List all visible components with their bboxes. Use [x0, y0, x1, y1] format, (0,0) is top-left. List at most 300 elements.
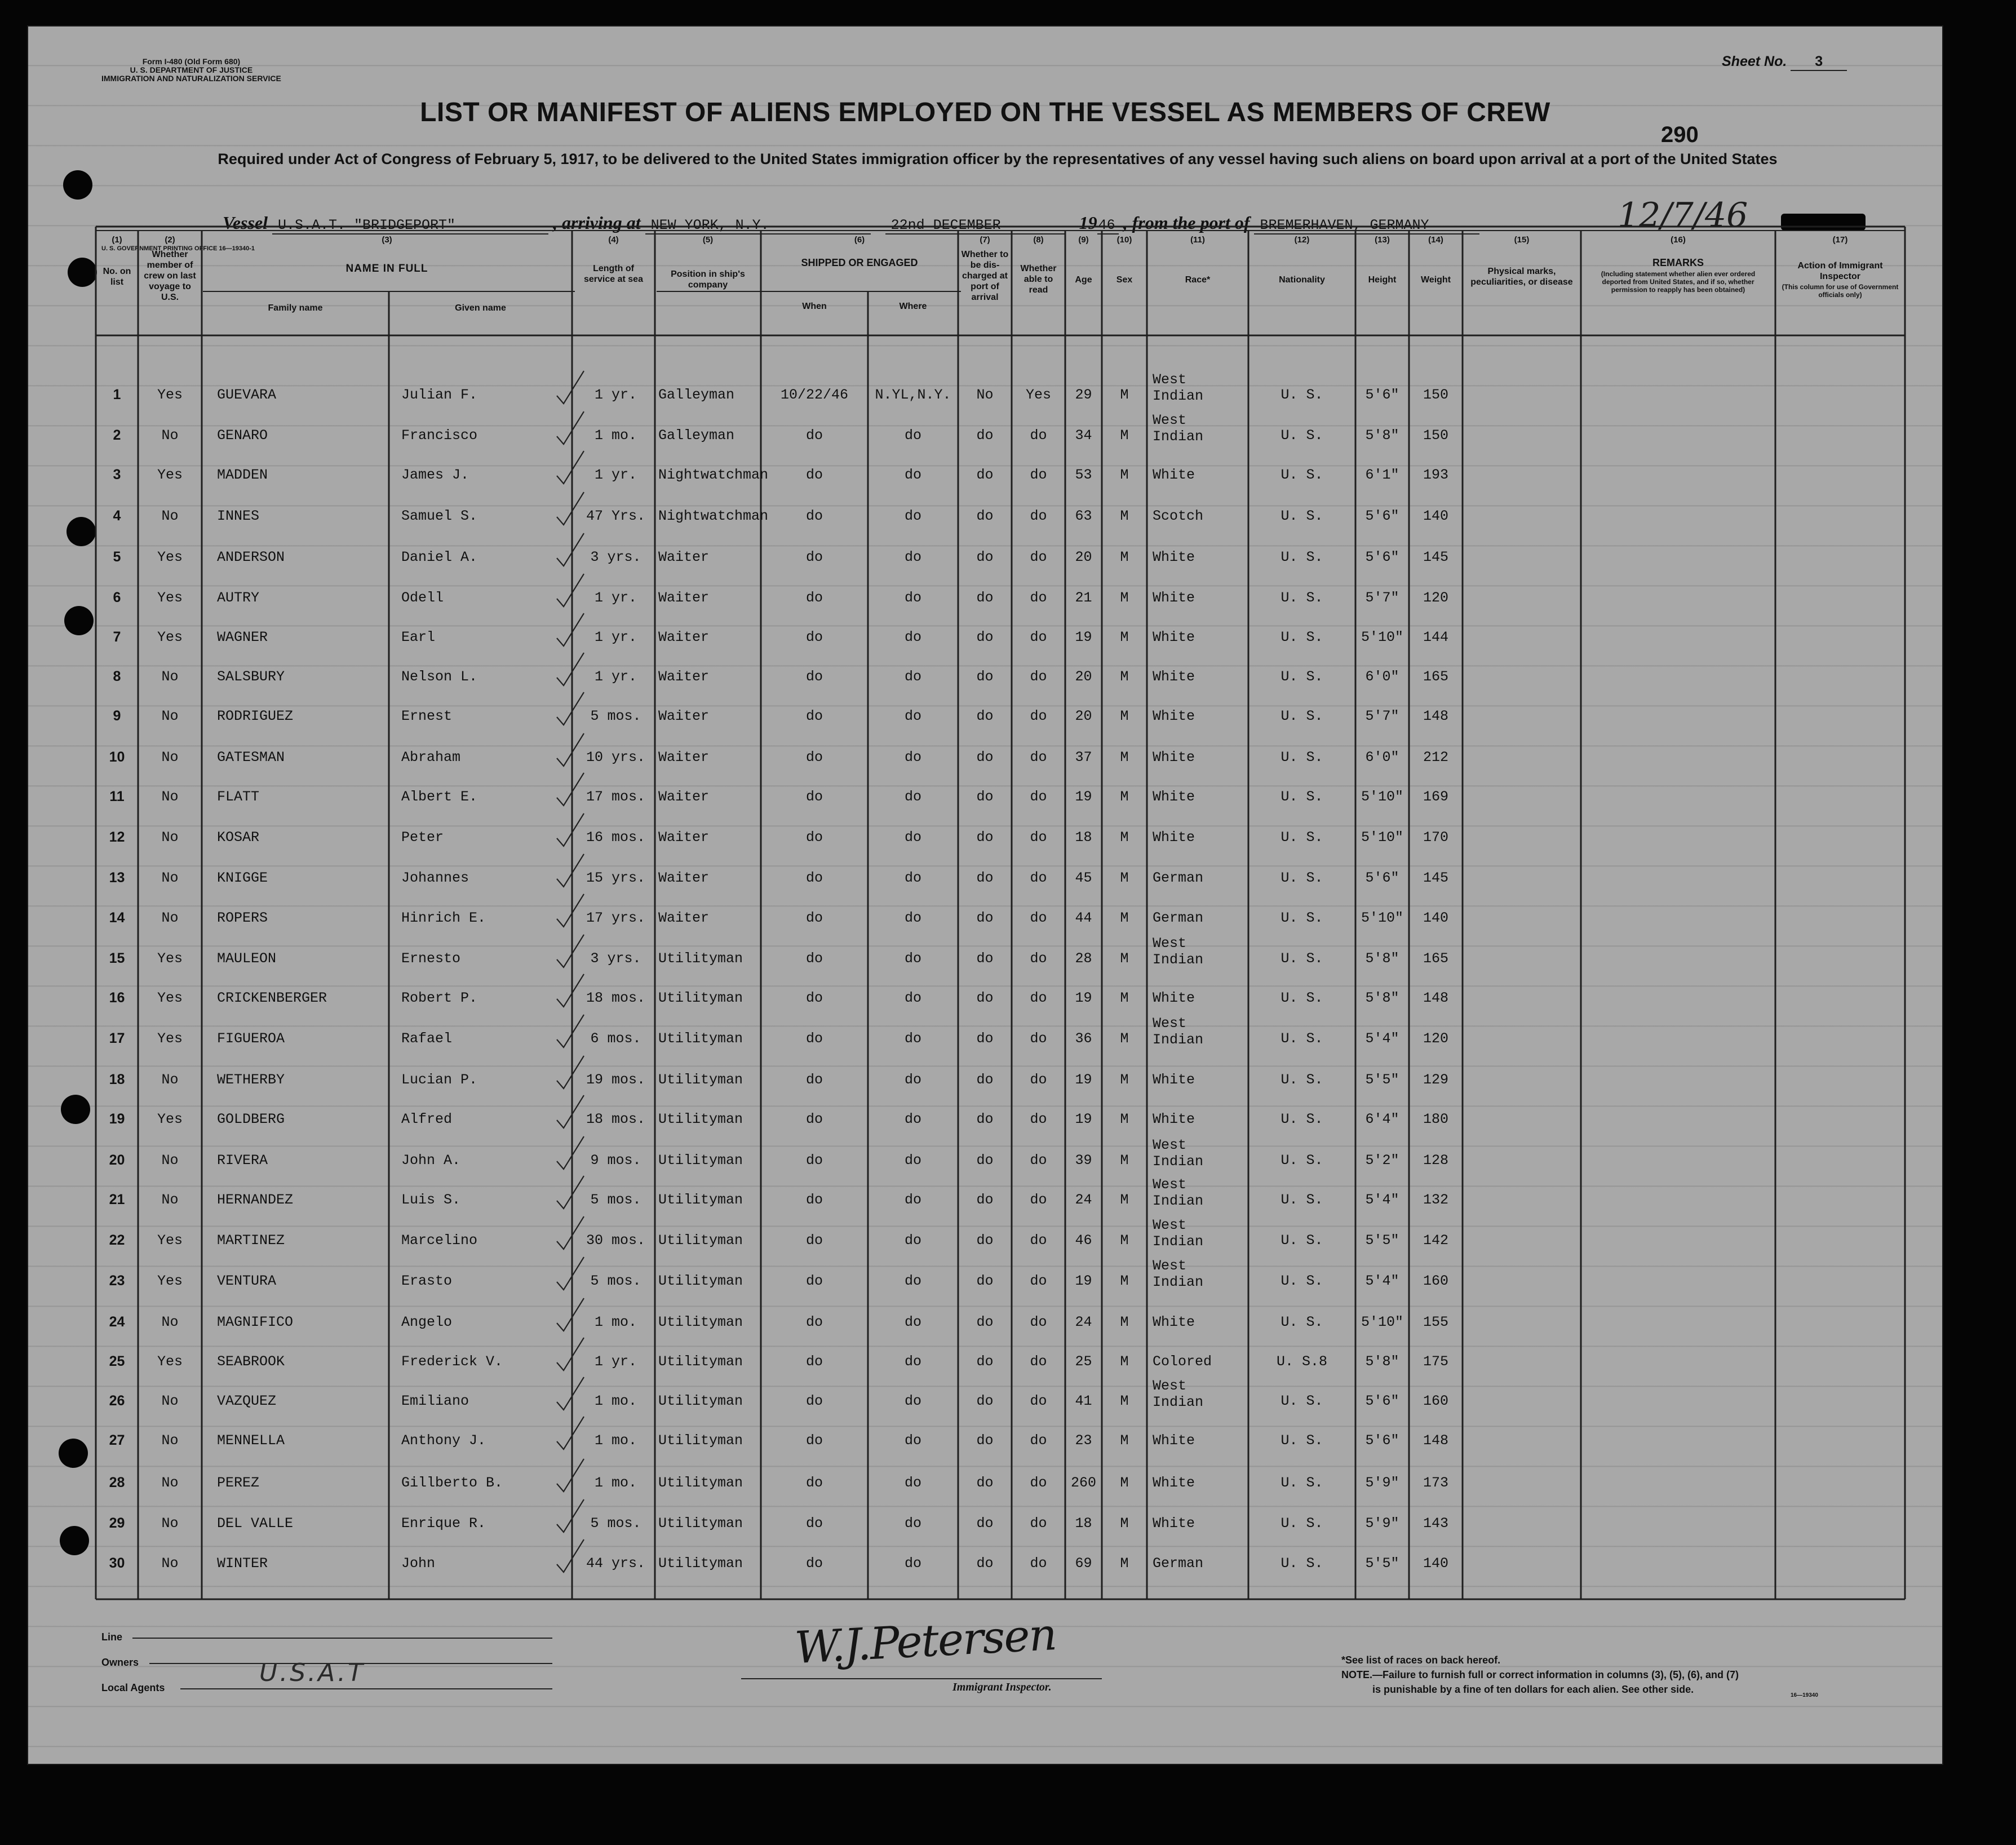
length-of-service: 1 mo.	[594, 1475, 637, 1491]
shipped-where: do	[904, 508, 921, 524]
age: 37	[1075, 749, 1092, 766]
position: Waiter	[658, 708, 710, 724]
from-port-label: , from the port of	[1123, 213, 1250, 233]
races-note: *See list of races on back hereof.	[1341, 1654, 1501, 1666]
weight: 142	[1423, 1232, 1448, 1249]
crew-last-voyage: Yes	[157, 629, 183, 645]
position: Waiter	[658, 549, 710, 565]
page-title: LIST OR MANIFEST OF ALIENS EMPLOYED ON THE VESSEL AS MEMBERS OF CREW	[420, 98, 1550, 127]
sex: M	[1120, 1030, 1129, 1047]
sex: M	[1120, 1353, 1129, 1370]
height: 5'7"	[1365, 590, 1399, 606]
family-name: RODRIGUEZ	[217, 708, 294, 724]
able-to-read: do	[1030, 749, 1047, 766]
sex: M	[1120, 1111, 1129, 1127]
line-label: Line	[101, 1631, 123, 1643]
crew-last-voyage: No	[161, 1192, 179, 1208]
header-given-name: Given name	[455, 303, 506, 313]
race: White	[1153, 749, 1195, 766]
punch-hole	[59, 1439, 88, 1468]
check-mark-icon	[552, 931, 586, 971]
position: Utilityman	[658, 990, 743, 1006]
punch-hole	[68, 258, 97, 287]
family-name: WAGNER	[217, 629, 268, 645]
header-name-in-full: NAME IN FULL	[345, 263, 428, 275]
sex: M	[1120, 950, 1129, 967]
race: Scotch	[1153, 508, 1204, 524]
shipped-when: do	[805, 749, 823, 766]
sex: M	[1120, 708, 1129, 724]
nationality: U. S.	[1281, 1393, 1323, 1409]
shipped-where: do	[904, 590, 921, 606]
length-of-service: 1 mo.	[594, 1432, 637, 1449]
able-to-read: do	[1030, 1475, 1047, 1491]
handwritten-date: 12/7/46	[1618, 196, 1748, 235]
weight: 120	[1423, 590, 1448, 606]
nationality: U. S.	[1281, 870, 1323, 886]
race: White	[1153, 708, 1195, 724]
position: Waiter	[658, 590, 710, 606]
shipped-where: do	[904, 1475, 921, 1491]
row-number: 28	[109, 1475, 125, 1490]
shipped-when: do	[805, 590, 823, 606]
weight: 144	[1423, 629, 1448, 645]
position: Utilityman	[658, 1192, 743, 1208]
able-to-read: do	[1030, 1192, 1047, 1208]
crew-last-voyage: Yes	[157, 1030, 183, 1047]
race: West Indian	[1153, 1176, 1204, 1209]
weight: 160	[1423, 1393, 1448, 1409]
nationality: U. S.	[1281, 467, 1323, 483]
family-name: PEREZ	[217, 1475, 260, 1491]
shipped-where: do	[904, 1030, 921, 1047]
height: 5'2"	[1365, 1152, 1399, 1169]
nationality: U. S.	[1281, 629, 1323, 645]
check-mark-icon	[552, 1496, 586, 1536]
crew-last-voyage: No	[161, 1555, 179, 1572]
check-mark-icon	[552, 1011, 586, 1051]
discharged: do	[976, 1475, 994, 1491]
age: 24	[1075, 1314, 1092, 1330]
weight: 175	[1423, 1353, 1448, 1370]
column-number: (15)	[1514, 235, 1530, 245]
position: Utilityman	[658, 1515, 743, 1532]
sex: M	[1120, 749, 1129, 766]
given-name: Julian F.	[401, 387, 478, 403]
age: 20	[1075, 708, 1092, 724]
row-number: 17	[109, 1030, 125, 1046]
race: West Indian	[1153, 1258, 1204, 1290]
length-of-service: 5 mos.	[590, 708, 641, 724]
sex: M	[1120, 1232, 1129, 1249]
shipped-when: do	[805, 1192, 823, 1208]
able-to-read: do	[1030, 789, 1047, 805]
age: 19	[1075, 629, 1092, 645]
shipped-when: do	[805, 1152, 823, 1169]
discharged: do	[976, 590, 994, 606]
header-action: Action of Immigrant Inspector	[1797, 261, 1883, 281]
family-name: DEL VALLE	[217, 1515, 294, 1532]
shipped-when: do	[805, 629, 823, 645]
column-number: (13)	[1375, 235, 1390, 245]
sex: M	[1120, 467, 1129, 483]
position: Utilityman	[658, 1111, 743, 1127]
able-to-read: do	[1030, 1111, 1047, 1127]
row-number: 3	[113, 467, 121, 483]
header-crew-last-voyage: Whether member of crew on last voyage to U.S.	[144, 250, 196, 302]
length-of-service: 3 yrs.	[590, 549, 641, 565]
shipped-when: do	[805, 508, 823, 524]
age: 24	[1075, 1192, 1092, 1208]
length-of-service: 18 mos.	[586, 1111, 646, 1127]
footer-notes	[1341, 1653, 1739, 1697]
age: 46	[1075, 1232, 1092, 1249]
sex: M	[1120, 1152, 1129, 1169]
given-name: Peter	[401, 829, 444, 846]
age: 19	[1075, 990, 1092, 1006]
discharged: do	[976, 1111, 994, 1127]
shipped-when: do	[805, 708, 823, 724]
shipped-where: do	[904, 669, 921, 685]
crew-last-voyage: No	[161, 1152, 179, 1169]
column-number: (3)	[382, 235, 392, 245]
punch-hole	[64, 606, 94, 635]
check-mark-icon	[552, 810, 586, 850]
weight: 140	[1423, 508, 1448, 524]
weight: 155	[1423, 1314, 1448, 1330]
given-name: Robert P.	[401, 990, 478, 1006]
shipped-where: do	[904, 1353, 921, 1370]
weight: 140	[1423, 1555, 1448, 1572]
sex: M	[1120, 629, 1129, 645]
nationality: U. S.	[1281, 1072, 1323, 1088]
height: 5'9"	[1365, 1475, 1399, 1491]
local-agents-field	[180, 1688, 552, 1689]
crew-last-voyage: No	[161, 789, 179, 805]
header-remarks: REMARKS	[1652, 257, 1704, 268]
row-number: 9	[113, 708, 121, 724]
age: 63	[1075, 508, 1092, 524]
shipped-where: do	[904, 1152, 921, 1169]
crew-last-voyage: No	[161, 1072, 179, 1088]
crew-last-voyage: Yes	[157, 549, 183, 565]
position: Utilityman	[658, 1273, 743, 1289]
check-mark-icon	[552, 1334, 586, 1374]
header-length-service: Length of service at sea	[584, 264, 643, 284]
nationality: U. S.	[1281, 1475, 1323, 1491]
position: Utilityman	[658, 1152, 743, 1169]
nationality: U. S.	[1281, 1555, 1323, 1572]
weight: 193	[1423, 467, 1448, 483]
family-name: ROPERS	[217, 910, 268, 926]
discharged: do	[976, 1273, 994, 1289]
shipped-when: do	[805, 549, 823, 565]
discharged: do	[976, 1152, 994, 1169]
able-to-read: do	[1030, 427, 1047, 444]
row-number: 15	[109, 950, 125, 966]
family-name: INNES	[217, 508, 260, 524]
race: West Indian	[1153, 412, 1204, 445]
shipped-when: do	[805, 1475, 823, 1491]
column-number: (10)	[1116, 235, 1132, 245]
header-shipped-or-engaged: SHIPPED OR ENGAGED	[801, 257, 918, 268]
row-number: 5	[113, 549, 121, 565]
check-mark-icon	[552, 769, 586, 809]
given-name: Earl	[401, 629, 436, 645]
height: 5'10"	[1361, 910, 1403, 926]
sex: M	[1120, 427, 1129, 444]
age: 18	[1075, 1515, 1092, 1532]
length-of-service: 9 mos.	[590, 1152, 641, 1169]
age: 20	[1075, 669, 1092, 685]
nationality: U. S.	[1281, 789, 1323, 805]
nationality: U. S.	[1281, 990, 1323, 1006]
shipped-when: do	[805, 467, 823, 483]
height: 5'4"	[1365, 1192, 1399, 1208]
height: 5'8"	[1365, 990, 1399, 1006]
row-number: 14	[109, 910, 125, 926]
shipped-when: do	[805, 789, 823, 805]
weight: 169	[1423, 789, 1448, 805]
race: West Indian	[1153, 935, 1204, 968]
race: White	[1153, 829, 1195, 846]
length-of-service: 18 mos.	[586, 990, 646, 1006]
race: West Indian	[1153, 1217, 1204, 1250]
length-of-service: 1 yr.	[594, 590, 637, 606]
row-number: 23	[109, 1273, 125, 1289]
shipped-where: do	[904, 708, 921, 724]
sheet-number-field	[1722, 54, 1847, 71]
nationality: U. S.	[1281, 590, 1323, 606]
check-mark-icon	[552, 1254, 586, 1293]
header-remarks-note: (Including statement whether alien ever ordered deported from United States, and if so, whether permission to reapply has been obtained)	[1601, 270, 1756, 294]
crew-last-voyage: No	[161, 708, 179, 724]
length-of-service: 1 mo.	[594, 1314, 637, 1330]
height: 5'6"	[1365, 549, 1399, 565]
discharged: do	[976, 870, 994, 886]
shipped-when: do	[805, 1030, 823, 1047]
column-number: (2)	[165, 235, 175, 245]
discharged: do	[976, 549, 994, 565]
nationality: U. S.	[1281, 387, 1323, 403]
crew-last-voyage: No	[161, 669, 179, 685]
crew-last-voyage: Yes	[157, 1273, 183, 1289]
discharged: do	[976, 1072, 994, 1088]
weight: 180	[1423, 1111, 1448, 1127]
page-subtitle: Required under Act of Congress of February 5, 1917, to be delivered to the United States immigration officer by the representatives of any vessel having such aliens on board upon arrival at a port of the United States	[218, 151, 1778, 167]
height: 5'6"	[1365, 1432, 1399, 1449]
given-name: Frederick V.	[401, 1353, 503, 1370]
age: 36	[1075, 1030, 1092, 1047]
nationality: U. S.	[1281, 1273, 1323, 1289]
position: Utilityman	[658, 1393, 743, 1409]
shipped-where: do	[904, 910, 921, 926]
column-number: (11)	[1190, 235, 1205, 245]
sex: M	[1120, 1273, 1129, 1289]
race: West Indian	[1153, 1137, 1204, 1170]
shipped-when: do	[805, 1232, 823, 1249]
weight: 148	[1423, 1432, 1448, 1449]
line-field	[132, 1638, 552, 1639]
weight: 148	[1423, 708, 1448, 724]
check-mark-icon	[552, 489, 586, 528]
nationality: U. S.	[1281, 1111, 1323, 1127]
length-of-service: 1 yr.	[594, 1353, 637, 1370]
height: 5'5"	[1365, 1232, 1399, 1249]
check-mark-icon	[552, 448, 586, 487]
family-name: RIVERA	[217, 1152, 268, 1169]
row-number: 1	[113, 387, 121, 402]
race: West Indian	[1153, 1378, 1204, 1410]
able-to-read: do	[1030, 1030, 1047, 1047]
family-name: ANDERSON	[217, 549, 285, 565]
height: 5'7"	[1365, 708, 1399, 724]
discharged: do	[976, 789, 994, 805]
crew-last-voyage: No	[161, 1393, 179, 1409]
punch-hole	[67, 517, 96, 546]
sex: M	[1120, 387, 1129, 403]
punch-hole	[60, 1526, 89, 1555]
shipped-where: do	[904, 1432, 921, 1449]
length-of-service: 15 yrs.	[586, 870, 646, 886]
column-number: (9)	[1078, 235, 1089, 245]
shipped-when: do	[805, 870, 823, 886]
check-mark-icon	[552, 891, 586, 930]
redaction-mark	[1781, 214, 1866, 231]
check-mark-icon	[552, 1213, 586, 1253]
punch-hole	[63, 170, 92, 200]
family-name: MENNELLA	[217, 1432, 285, 1449]
weight: 148	[1423, 990, 1448, 1006]
crew-last-voyage: No	[161, 1432, 179, 1449]
nationality: U. S.	[1281, 910, 1323, 926]
shipped-when: do	[805, 427, 823, 444]
shipped-where: do	[904, 1072, 921, 1088]
position: Waiter	[658, 669, 710, 685]
position: Galleyman	[658, 387, 735, 403]
nationality: U. S.	[1281, 669, 1323, 685]
check-mark-icon	[552, 1413, 586, 1453]
discharged: do	[976, 829, 994, 846]
sex: M	[1120, 669, 1129, 685]
crew-last-voyage: No	[161, 910, 179, 926]
able-to-read: do	[1030, 1232, 1047, 1249]
nationality: U. S.	[1281, 708, 1323, 724]
sex: M	[1120, 829, 1129, 846]
discharged: No	[976, 387, 994, 403]
position: Waiter	[658, 870, 710, 886]
service-name: IMMIGRATION AND NATURALIZATION SERVICE	[101, 74, 281, 83]
race: White	[1153, 1475, 1195, 1491]
penalty-note: NOTE.—Failure to furnish full or correct information in columns (3), (5), (6), and (7)	[1341, 1669, 1739, 1680]
age: 18	[1075, 829, 1092, 846]
discharged: do	[976, 1432, 994, 1449]
discharged: do	[976, 1232, 994, 1249]
able-to-read: do	[1030, 1152, 1047, 1169]
shipped-when: do	[805, 829, 823, 846]
position: Waiter	[658, 829, 710, 846]
crew-last-voyage: Yes	[157, 1232, 183, 1249]
weight: 173	[1423, 1475, 1448, 1491]
weight: 132	[1423, 1192, 1448, 1208]
crew-last-voyage: Yes	[157, 590, 183, 606]
nationality: U. S.	[1281, 1192, 1323, 1208]
able-to-read: do	[1030, 549, 1047, 565]
nationality: U. S.	[1281, 1432, 1323, 1449]
able-to-read: do	[1030, 669, 1047, 685]
height: 5'6"	[1365, 870, 1399, 886]
discharged: do	[976, 708, 994, 724]
height: 6'1"	[1365, 467, 1399, 483]
position: Utilityman	[658, 1030, 743, 1047]
length-of-service: 5 mos.	[590, 1192, 641, 1208]
row-number: 10	[109, 749, 125, 765]
able-to-read: do	[1030, 1353, 1047, 1370]
nationality: U. S.	[1281, 427, 1323, 444]
position: Utilityman	[658, 1555, 743, 1572]
discharged: do	[976, 1314, 994, 1330]
header-position: Position in ship's company	[671, 269, 745, 290]
height: 6'0"	[1365, 669, 1399, 685]
discharged: do	[976, 669, 994, 685]
sex: M	[1120, 508, 1129, 524]
column-number: (14)	[1428, 235, 1443, 245]
family-name: VENTURA	[217, 1273, 277, 1289]
row-number: 8	[113, 669, 121, 684]
check-mark-icon	[552, 570, 586, 610]
shipped-when: do	[805, 1273, 823, 1289]
vessel-line	[223, 213, 1479, 235]
length-of-service: 1 mo.	[594, 1393, 637, 1409]
column-number: (12)	[1294, 235, 1310, 245]
able-to-read: do	[1030, 1432, 1047, 1449]
check-mark-icon	[552, 530, 586, 569]
local-agents-label: Local Agents	[101, 1682, 165, 1693]
length-of-service: 17 mos.	[586, 789, 646, 805]
nationality: U. S.	[1281, 508, 1323, 524]
header-height: Height	[1368, 275, 1397, 285]
sex: M	[1120, 1393, 1129, 1409]
row-number: 4	[113, 508, 121, 524]
header-discharged: Whether to be dis-charged at port of arrival	[961, 250, 1009, 302]
family-name: GUEVARA	[217, 387, 277, 403]
height: 6'4"	[1365, 1111, 1399, 1127]
length-of-service: 19 mos.	[586, 1072, 646, 1088]
nationality: U. S.	[1281, 1515, 1323, 1532]
weight: 165	[1423, 950, 1448, 967]
crew-last-voyage: No	[161, 1475, 179, 1491]
sex: M	[1120, 590, 1129, 606]
shipped-where: do	[904, 990, 921, 1006]
length-of-service: 30 mos.	[586, 1232, 646, 1249]
family-name: KOSAR	[217, 829, 260, 846]
family-name: MAGNIFICO	[217, 1314, 294, 1330]
row-number: 11	[109, 789, 125, 804]
race: West Indian	[1153, 1015, 1204, 1048]
crew-last-voyage: No	[161, 870, 179, 886]
able-to-read: do	[1030, 1072, 1047, 1088]
given-name: Francisco	[401, 427, 478, 444]
shipped-where: do	[904, 1314, 921, 1330]
able-to-read: do	[1030, 590, 1047, 606]
height: 5'9"	[1365, 1515, 1399, 1532]
age: 29	[1075, 387, 1092, 403]
shipped-when: do	[805, 910, 823, 926]
age: 25	[1075, 1353, 1092, 1370]
row-number: 24	[109, 1314, 125, 1330]
check-mark-icon	[552, 730, 586, 769]
length-of-service: 5 mos.	[590, 1273, 641, 1289]
